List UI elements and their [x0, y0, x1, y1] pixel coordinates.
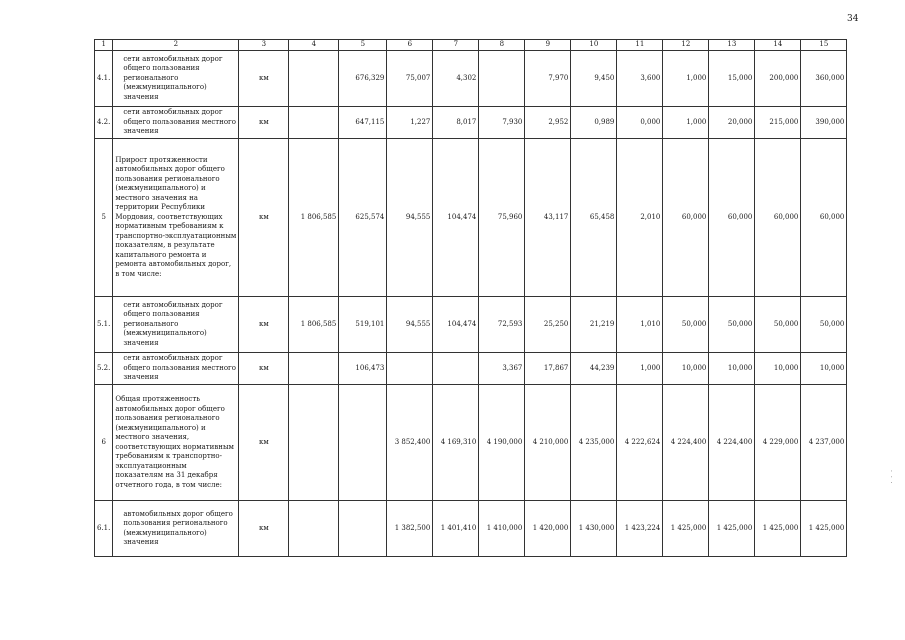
column-header-12: 12: [663, 40, 709, 51]
row-number: 6: [95, 385, 113, 501]
value-cell: 4 190,000: [479, 385, 525, 501]
table-row: [95, 353, 847, 385]
value-cell: [289, 385, 339, 501]
value-cell: 1,010: [617, 297, 663, 353]
value-cell: 1 401,410: [433, 501, 479, 557]
value-cell: 9,450: [571, 51, 617, 107]
value-cell: 519,101: [339, 297, 387, 353]
value-cell: 50,000: [709, 297, 755, 353]
table-row: [95, 385, 847, 501]
value-cell: 676,329: [339, 51, 387, 107]
value-cell: 8,017: [433, 107, 479, 139]
value-cell: 1 420,000: [525, 501, 571, 557]
value-cell: [433, 353, 479, 385]
value-cell: 50,000: [755, 297, 801, 353]
value-cell: 60,000: [755, 139, 801, 297]
value-cell: 4 237,000: [801, 385, 847, 501]
value-cell: 3,600: [617, 51, 663, 107]
table-row: [95, 501, 847, 557]
value-cell: 10,000: [755, 353, 801, 385]
value-cell: [289, 107, 339, 139]
value-cell: [339, 385, 387, 501]
value-cell: 4 169,310: [433, 385, 479, 501]
value-cell: 390,000: [801, 107, 847, 139]
value-cell: 1 425,000: [755, 501, 801, 557]
value-cell: [339, 501, 387, 557]
value-cell: 75,960: [479, 139, 525, 297]
value-cell: 7,970: [525, 51, 571, 107]
value-cell: 104,474: [433, 297, 479, 353]
value-cell: 106,473: [339, 353, 387, 385]
value-cell: 1,227: [387, 107, 433, 139]
unit-cell: км: [239, 51, 289, 107]
row-number: 5.1.: [95, 297, 113, 353]
value-cell: 1 425,000: [709, 501, 755, 557]
value-cell: 10,000: [663, 353, 709, 385]
value-cell: 647,115: [339, 107, 387, 139]
value-cell: 1 410,000: [479, 501, 525, 557]
value-cell: 1 806,585: [289, 139, 339, 297]
value-cell: 4 210,000: [525, 385, 571, 501]
value-cell: 15,000: [709, 51, 755, 107]
indicator-name: сети автомобильных дорог общего пользования местного значения: [113, 353, 239, 385]
value-cell: 1 423,224: [617, 501, 663, 557]
value-cell: 44,239: [571, 353, 617, 385]
value-cell: 3 852,400: [387, 385, 433, 501]
column-header-14: 14: [755, 40, 801, 51]
value-cell: 3,367: [479, 353, 525, 385]
value-cell: 4 222,624: [617, 385, 663, 501]
column-header-6: 6: [387, 40, 433, 51]
page-number: 34: [847, 14, 859, 24]
value-cell: 20,000: [709, 107, 755, 139]
value-cell: 10,000: [801, 353, 847, 385]
value-cell: 1,000: [663, 51, 709, 107]
indicator-name: сети автомобильных дорог общего пользования местного значения: [113, 107, 239, 139]
value-cell: 625,574: [339, 139, 387, 297]
row-number: 5: [95, 139, 113, 297]
value-cell: [289, 51, 339, 107]
value-cell: 4 224,400: [663, 385, 709, 501]
indicator-table: [94, 39, 847, 557]
value-cell: [289, 353, 339, 385]
column-header-8: 8: [479, 40, 525, 51]
column-header-1: 1: [95, 40, 113, 51]
value-cell: 2,952: [525, 107, 571, 139]
table-row: [95, 139, 847, 297]
indicator-name: автомобильных дорог общего пользования регионального (межмуниципального) значения: [113, 501, 239, 557]
value-cell: 60,000: [663, 139, 709, 297]
value-cell: 1 806,585: [289, 297, 339, 353]
indicator-name: сети автомобильных дорог общего пользования регионального (межмуниципального) значения: [113, 51, 239, 107]
value-cell: 4 235,000: [571, 385, 617, 501]
value-cell: 25,250: [525, 297, 571, 353]
value-cell: 21,219: [571, 297, 617, 353]
indicator-name: Общая протяженность автомобильных дорог общего пользования регионального (межмуниципального) и местного значения, соответствующих нормативным требованиям к транспортно-эксплуатационным показателям на 31 декабря отчетного года, в том числе:: [113, 385, 239, 501]
value-cell: 1 382,500: [387, 501, 433, 557]
column-number-row: [95, 40, 847, 51]
margin-scan-mark: · · ·: [887, 470, 894, 485]
value-cell: 43,117: [525, 139, 571, 297]
table-row: [95, 297, 847, 353]
indicator-name: Прирост протяженности автомобильных дорог общего пользования регионального (межмуниципального) и местного значения на территории Республики Мордовия, соответствующих нормативным требованиям к транспортно-эксплуатационным показателям, в результате капитального ремонта и ремонта автомобильных дорог, в том числе:: [113, 139, 239, 297]
value-cell: 17,867: [525, 353, 571, 385]
value-cell: 50,000: [663, 297, 709, 353]
unit-cell: км: [239, 139, 289, 297]
value-cell: 1,000: [617, 353, 663, 385]
row-number: 4.1.: [95, 51, 113, 107]
value-cell: 1 425,000: [801, 501, 847, 557]
value-cell: 4 224,400: [709, 385, 755, 501]
value-cell: 1 430,000: [571, 501, 617, 557]
column-header-11: 11: [617, 40, 663, 51]
value-cell: 65,458: [571, 139, 617, 297]
value-cell: 200,000: [755, 51, 801, 107]
column-header-3: 3: [239, 40, 289, 51]
value-cell: 94,555: [387, 297, 433, 353]
value-cell: 1 425,000: [663, 501, 709, 557]
value-cell: 0,000: [617, 107, 663, 139]
unit-cell: км: [239, 107, 289, 139]
table-row: [95, 107, 847, 139]
row-number: 6.1.: [95, 501, 113, 557]
column-header-15: 15: [801, 40, 847, 51]
unit-cell: км: [239, 297, 289, 353]
value-cell: 50,000: [801, 297, 847, 353]
value-cell: 7,930: [479, 107, 525, 139]
value-cell: 104,474: [433, 139, 479, 297]
value-cell: 215,000: [755, 107, 801, 139]
value-cell: 75,007: [387, 51, 433, 107]
value-cell: 0,989: [571, 107, 617, 139]
value-cell: [289, 501, 339, 557]
value-cell: 60,000: [709, 139, 755, 297]
value-cell: 1,000: [663, 107, 709, 139]
value-cell: [387, 353, 433, 385]
value-cell: 4 229,000: [755, 385, 801, 501]
column-header-13: 13: [709, 40, 755, 51]
value-cell: 10,000: [709, 353, 755, 385]
row-number: 4.2.: [95, 107, 113, 139]
column-header-10: 10: [571, 40, 617, 51]
value-cell: [479, 51, 525, 107]
value-cell: 60,000: [801, 139, 847, 297]
row-number: 5.2.: [95, 353, 113, 385]
column-header-5: 5: [339, 40, 387, 51]
unit-cell: км: [239, 385, 289, 501]
unit-cell: км: [239, 353, 289, 385]
column-header-4: 4: [289, 40, 339, 51]
indicator-name: сети автомобильных дорог общего пользования регионального (межмуниципального) значения: [113, 297, 239, 353]
value-cell: 4,302: [433, 51, 479, 107]
value-cell: 94,555: [387, 139, 433, 297]
column-header-7: 7: [433, 40, 479, 51]
value-cell: 2,010: [617, 139, 663, 297]
column-header-2: 2: [113, 40, 239, 51]
value-cell: 360,000: [801, 51, 847, 107]
value-cell: 72,593: [479, 297, 525, 353]
unit-cell: км: [239, 501, 289, 557]
column-header-9: 9: [525, 40, 571, 51]
table-row: [95, 51, 847, 107]
